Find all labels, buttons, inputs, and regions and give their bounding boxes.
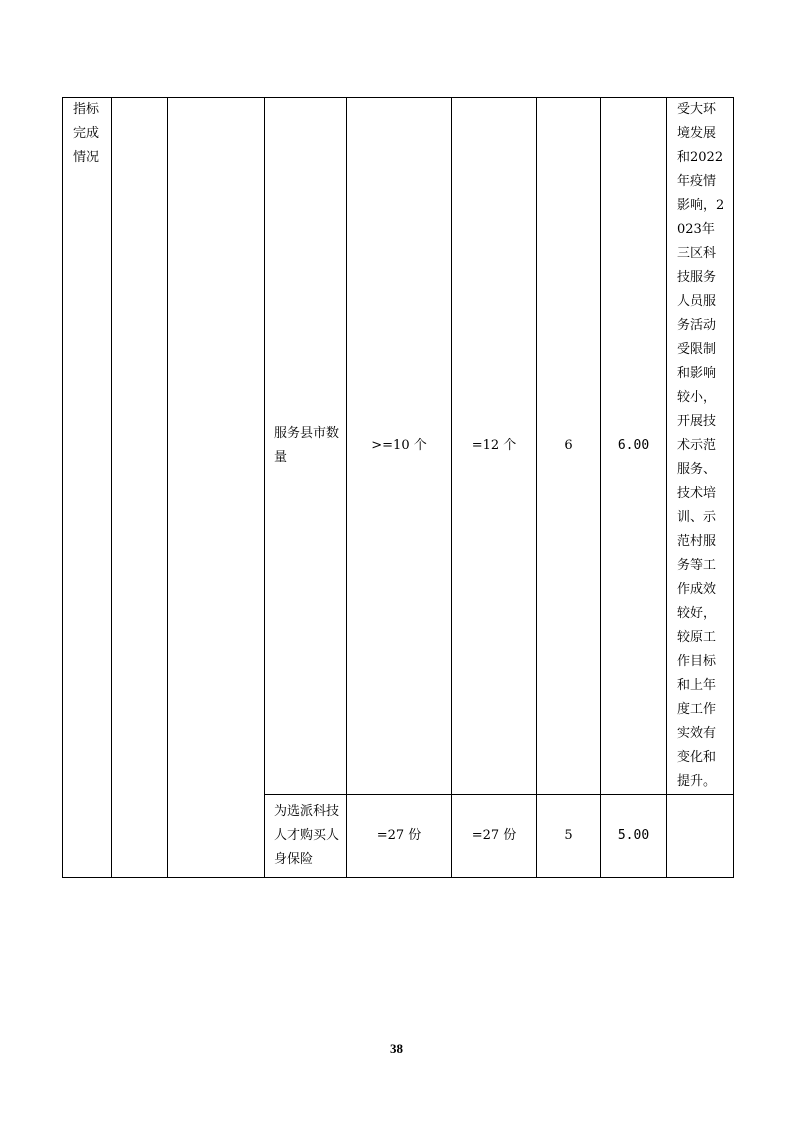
page-number: 38 bbox=[390, 1041, 403, 1056]
actual-value: =27 份 bbox=[452, 795, 537, 878]
performance-table bbox=[62, 97, 734, 878]
target-value: =27 份 bbox=[347, 795, 452, 878]
note-cell bbox=[667, 795, 734, 878]
note-text: 受大环境发展和2022年疫情影响，2023年三区科技服务人员服务活动受限制和影响较小，开展技术示范服务、技术培训、示范村服务等工作成效较好，较原工作目标和上年度工作实效有变化和提升。 bbox=[677, 102, 725, 789]
category-label: 指标完成情况 bbox=[73, 102, 100, 165]
weight-value: 5 bbox=[537, 795, 601, 878]
indicator-cell bbox=[265, 98, 347, 795]
category-cell bbox=[63, 98, 112, 878]
note-cell bbox=[667, 98, 734, 795]
indicator-label: 服务县市数量 bbox=[274, 426, 340, 465]
indicator-label: 为选派科技人才购买人身保险 bbox=[274, 804, 340, 867]
table-row bbox=[63, 98, 734, 795]
actual-value: =12 个 bbox=[452, 98, 537, 795]
empty-cell-secondary bbox=[112, 98, 168, 878]
weight-value: 6 bbox=[537, 98, 601, 795]
score-value: 6.00 bbox=[601, 98, 667, 795]
score-value: 5.00 bbox=[601, 795, 667, 878]
indicator-cell bbox=[265, 795, 347, 878]
empty-cell-tertiary bbox=[168, 98, 265, 878]
target-value: >=10 个 bbox=[347, 98, 452, 795]
